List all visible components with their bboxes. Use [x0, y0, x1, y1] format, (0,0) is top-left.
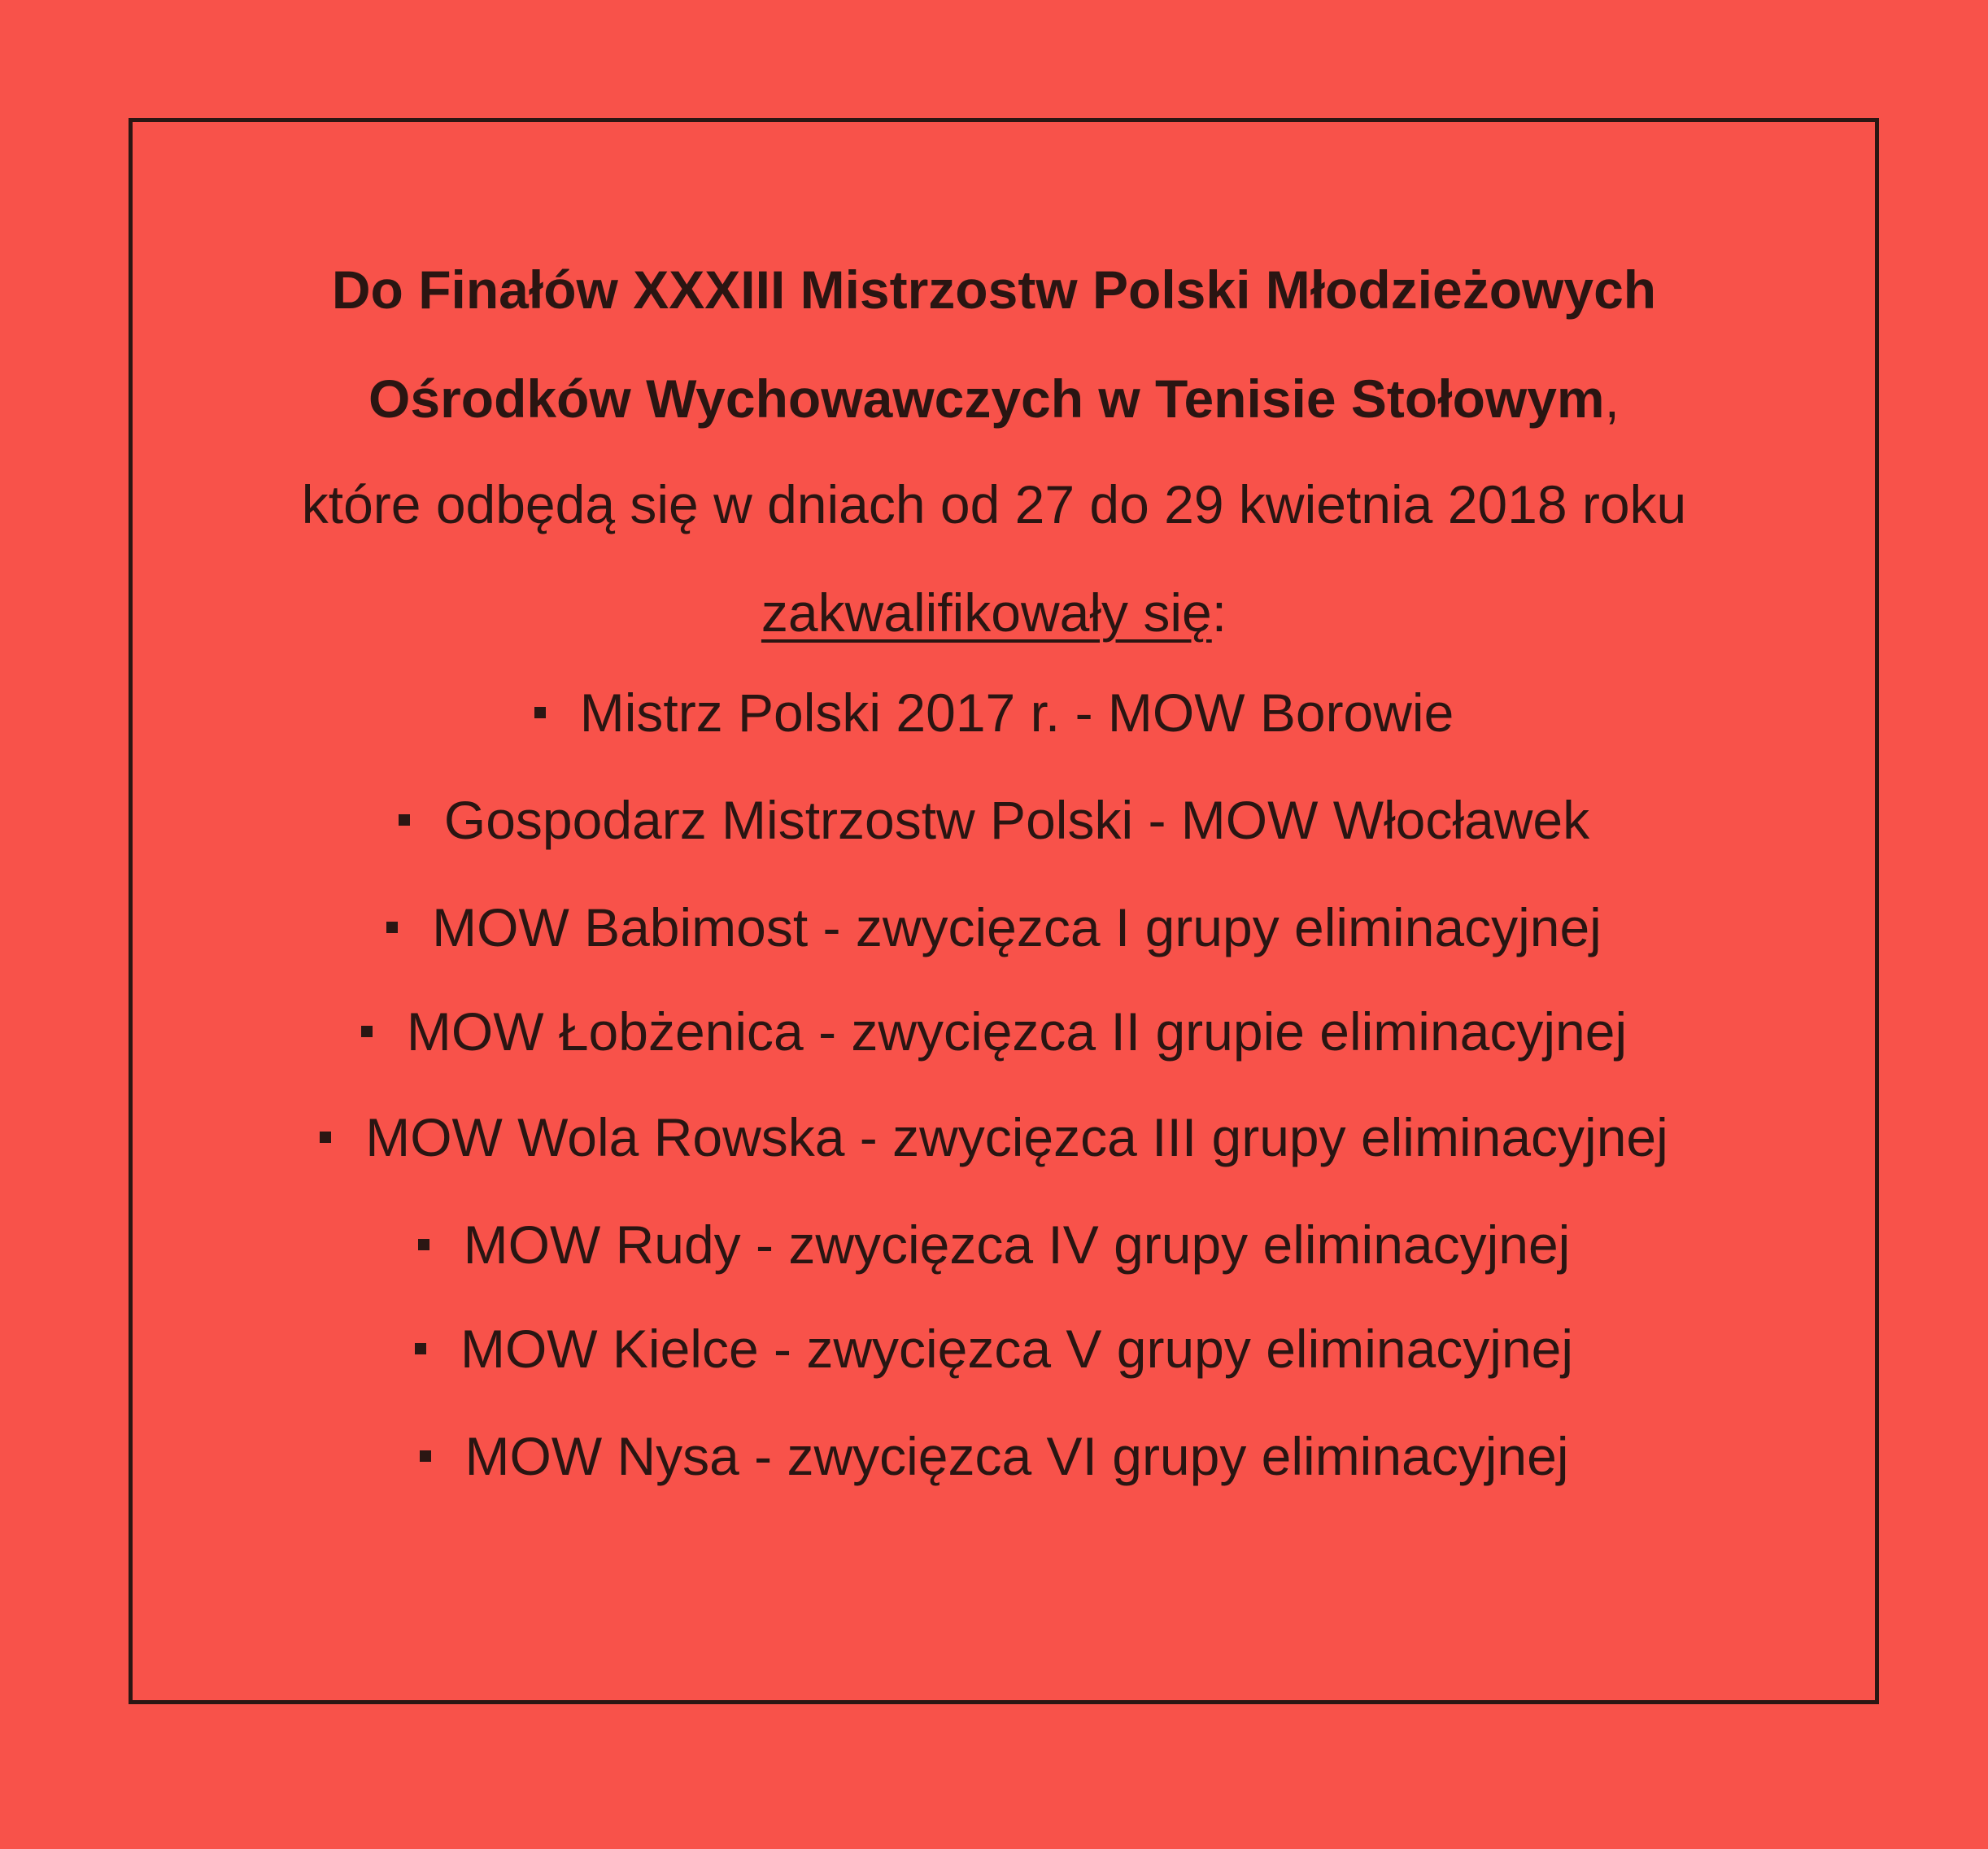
list-item: [0, 787, 1988, 853]
bullet-icon: [418, 1239, 429, 1250]
qualified-heading: [0, 580, 1988, 645]
list-item-text: Gospodarz Mistrzostw Polski - MOW Włocławek: [443, 790, 1590, 850]
bullet-icon: [320, 1132, 331, 1143]
event-dates-text: które odbędą się w dniach od 27 do 29 kwietnia 2018 roku: [301, 474, 1687, 534]
heading-line-1-text: Do Finałów XXXIII Mistrzostw Polski Młodzieżowych: [331, 259, 1657, 320]
list-item: [0, 1105, 1988, 1170]
heading-line-2: [0, 366, 1988, 431]
bullet-icon: [420, 1450, 431, 1462]
event-dates-line: [0, 472, 1988, 537]
heading-line-1: [0, 257, 1988, 322]
list-item-text: MOW Nysa - zwycięzca VI grupy eliminacyjnej: [464, 1426, 1569, 1486]
list-item-text: Mistrz Polski 2017 r. - MOW Borowie: [579, 682, 1454, 743]
list-item-text: MOW Rudy - zwycięzca IV grupy eliminacyjnej: [463, 1214, 1571, 1275]
heading-line-2-text: Ośrodków Wychowawczych w Tenisie Stołowym: [368, 368, 1605, 429]
list-item: [0, 1424, 1988, 1489]
bullet-icon: [534, 707, 546, 718]
list-item-text: MOW Łobżenica - zwycięzca II grupie eliminacyjnej: [406, 1001, 1628, 1062]
list-item: [0, 999, 1988, 1064]
list-item-text: MOW Babimost - zwycięzca I grupy eliminacyjnej: [432, 897, 1602, 957]
list-item: [0, 1212, 1988, 1277]
qualified-label: zakwalifikowały się: [761, 582, 1212, 643]
bullet-icon: [399, 814, 410, 826]
list-item-text: MOW Wola Rowska - zwycięzca III grupy eliminacyjnej: [365, 1107, 1668, 1167]
bullet-icon: [415, 1343, 426, 1354]
list-item: [0, 1316, 1988, 1381]
list-item-text: MOW Kielce - zwycięzca V grupy eliminacyjnej: [460, 1319, 1574, 1379]
list-item: [0, 895, 1988, 960]
bullet-icon: [386, 922, 398, 933]
list-item: [0, 680, 1988, 745]
heading-line-2-comma: ,: [1604, 368, 1620, 429]
bullet-icon: [361, 1026, 373, 1037]
qualified-colon: :: [1211, 582, 1227, 643]
